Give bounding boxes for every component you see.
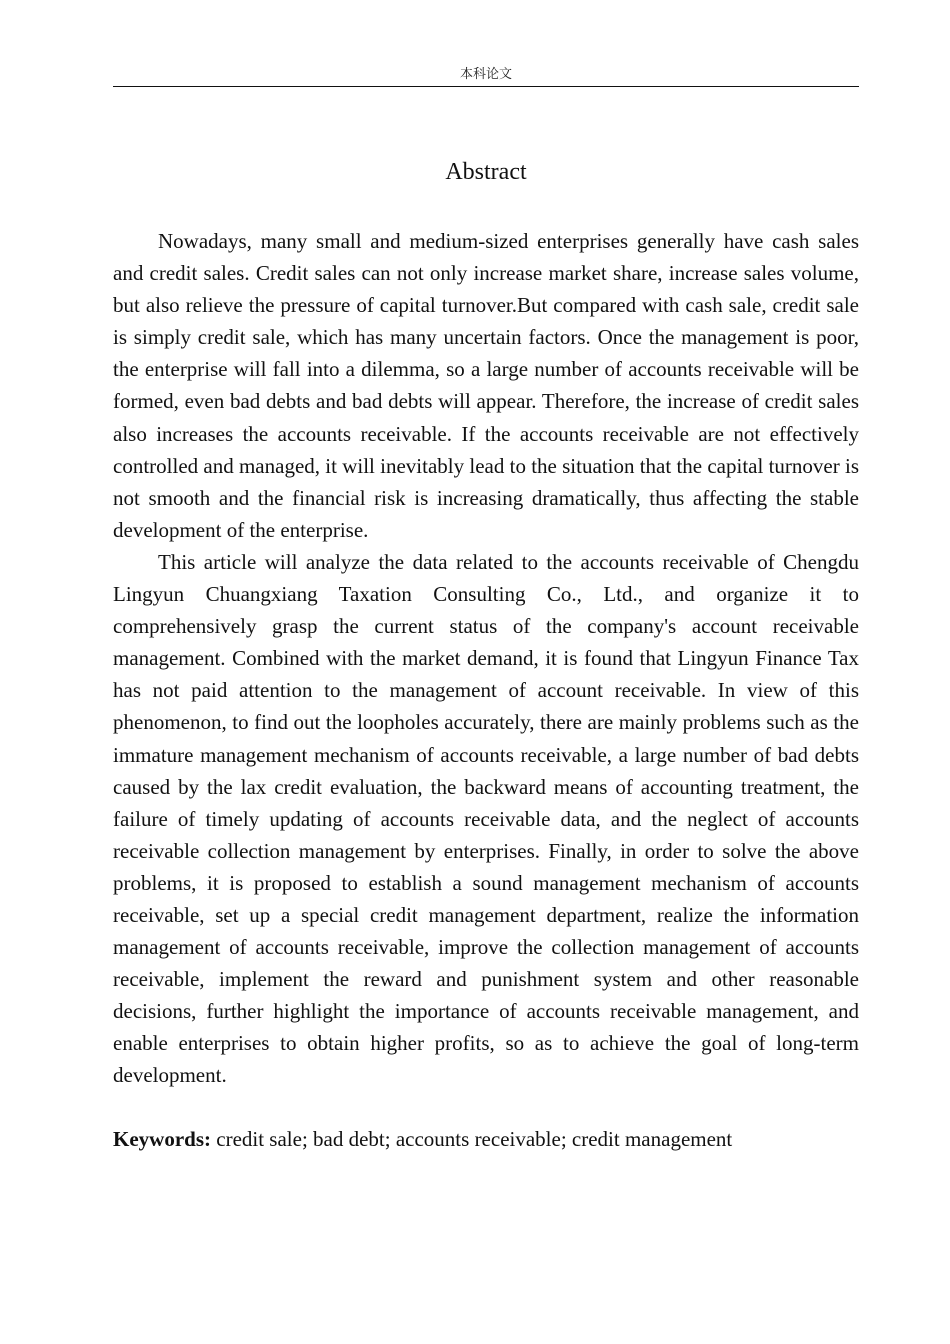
abstract-body [113, 225, 859, 1092]
abstract-paragraph-1: Nowadays, many small and medium-sized enterprises generally have cash sales and credit sales. Credit sales can not only increase market share, increase sales volume, but also relieve the pressure of capital turnover.But compared with cash sale, credit sale is simply credit sale, which has many uncertain factors. Once the management is poor, the enterprise will fall into a dilemma, so a large number of accounts receivable will be formed, even bad debts and bad debts will appear. Therefore, the increase of credit sales also increases the accounts receivable. If the accounts receivable are not effectively controlled and managed, it will inevitably lead to the situation that the capital turnover is not smooth and the financial risk is increasing dramatically, thus affecting the stable development of the enterprise. [113, 229, 859, 542]
keywords-text: credit sale; bad debt; accounts receivable; credit management [216, 1127, 733, 1151]
abstract-paragraph-2: This article will analyze the data related to the accounts receivable of Chengdu Lingyun Chuangxiang Taxation Consulting Co., Ltd., and organize it to comprehensively grasp the current status of the company's account receivable management. Combined with the market demand, it is found that Lingyun Finance Tax has not paid attention to the management of account receivable. In view of this phenomenon, to find out the loopholes accurately, there are mainly problems such as the immature management mechanism of accounts receivable, a large number of bad debts caused by the lax credit evaluation, the backward means of accounting treatment, the failure of timely updating of accounts receivable data, and the neglect of accounts receivable collection management by enterprises. Finally, in order to solve the above problems, it is proposed to establish a sound management mechanism of accounts receivable, set up a special credit management department, realize the information management of accounts receivable, improve the collection management of accounts receivable, implement the reward and punishment system and other reasonable decisions, further highlight the importance of accounts receivable management, and enable enterprises to obtain higher profits, so as to achieve the goal of long-term development. [113, 549, 859, 1088]
abstract-title: Abstract [445, 159, 527, 185]
keywords-line [113, 1123, 859, 1155]
keywords-label: Keywords: [113, 1127, 211, 1151]
running-header: 本科论文 [113, 66, 859, 87]
